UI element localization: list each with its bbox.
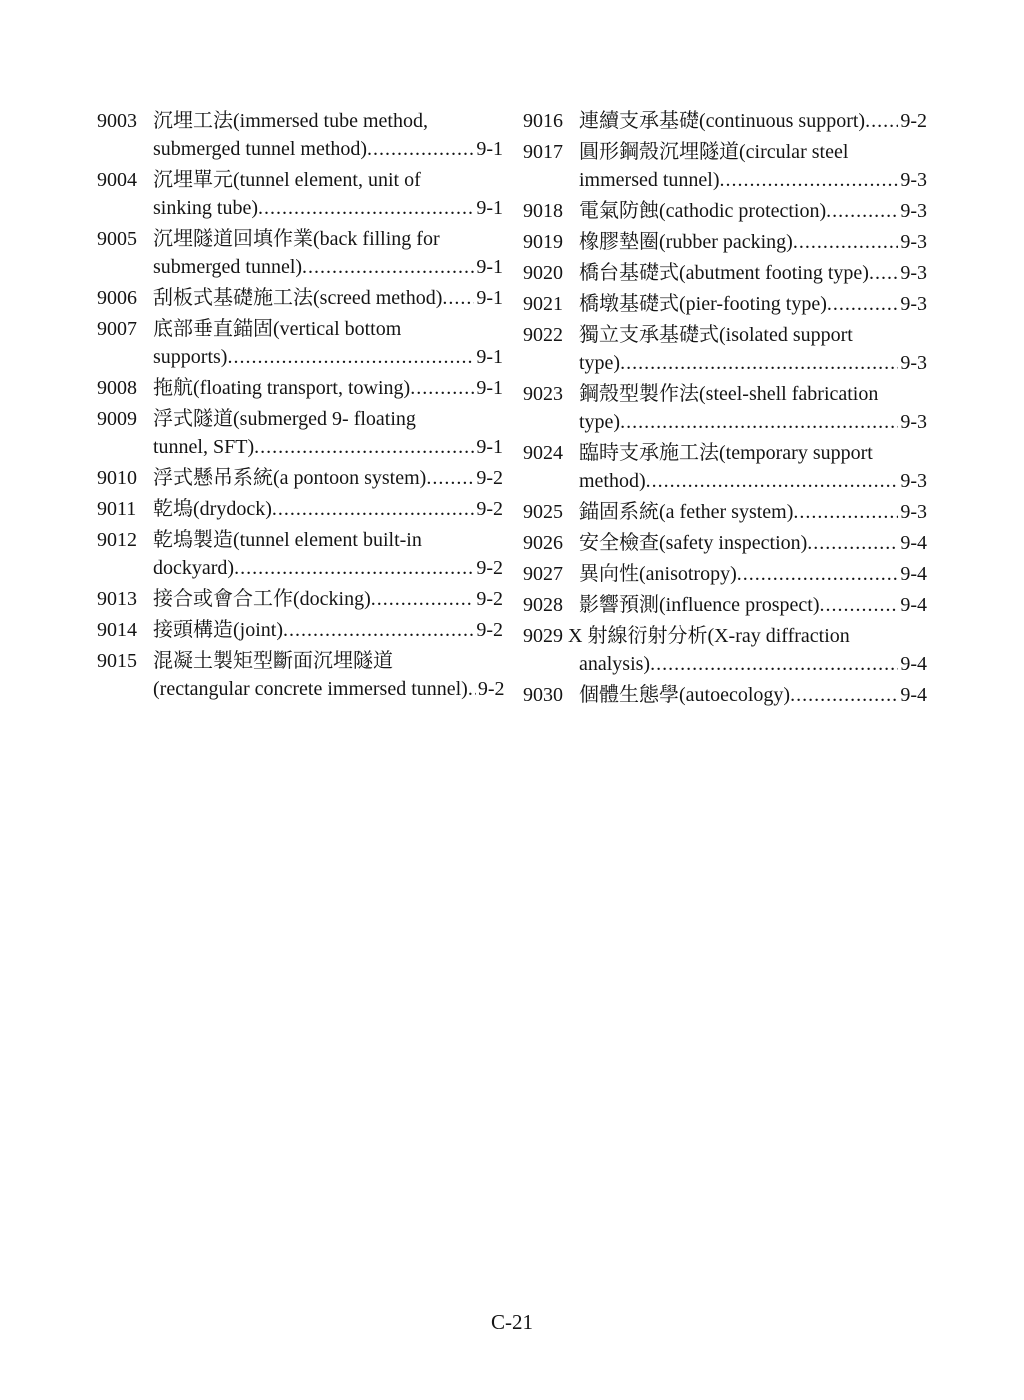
entry-page-ref: 9-2 [476, 619, 503, 641]
index-entry [523, 228, 927, 256]
index-entry [523, 560, 927, 588]
dot-leader [283, 616, 474, 644]
entry-number: 9026 [523, 532, 563, 554]
entry-term-text: 橋墩基礎式(pier-footing type) [579, 293, 827, 315]
dot-leader [302, 253, 474, 281]
entry-number: 9018 [523, 200, 563, 222]
index-entry [97, 166, 503, 222]
index-entry [523, 380, 927, 436]
index-entry [97, 495, 503, 523]
index-entry [97, 405, 503, 461]
entry-number: 9009 [97, 408, 137, 430]
entry-body [579, 681, 927, 709]
dot-leader [234, 554, 474, 582]
dot-leader [426, 464, 474, 492]
entry-term-text: 拖航(floating transport, towing) [153, 377, 411, 399]
index-entry [523, 290, 927, 318]
index-entry [97, 647, 503, 703]
entry-term-text: analysis) [579, 653, 651, 675]
entry-number: 9008 [97, 377, 137, 399]
index-entry [97, 315, 503, 371]
entry-body [579, 228, 927, 256]
entry-text-line [153, 554, 503, 582]
entry-term-text: supports) [153, 346, 228, 368]
entry-page-ref: 9-1 [476, 346, 503, 368]
entry-page-ref: 9-1 [476, 287, 503, 309]
entry-page-ref: 9-1 [476, 138, 503, 160]
index-entry [97, 464, 503, 492]
entry-text-line [579, 259, 927, 287]
entry-body [153, 284, 503, 312]
entry-number: 9003 [97, 110, 137, 132]
entry-text-line [579, 408, 927, 436]
entry-text-line: 沉埋隧道回填作業(back filling for [153, 228, 440, 250]
index-entry [523, 321, 927, 377]
entry-number: 9019 [523, 231, 563, 253]
entry-term-text: submerged tunnel) [153, 256, 303, 278]
entry-number: 9011 [97, 498, 137, 520]
entry-text-line: 浮式隧道(submerged 9- floating [153, 408, 416, 430]
entry-text-line: 鋼殼型製作法(steel-shell fabrication [579, 383, 879, 405]
entry-number: 9006 [97, 287, 137, 309]
entry-body [579, 197, 927, 225]
entry-page-ref: 9-2 [477, 678, 505, 700]
entry-body [579, 380, 927, 436]
entry-term-text: 接合或會合工作(docking) [153, 588, 371, 610]
entry-text-line [579, 681, 927, 709]
index-entry [97, 526, 503, 582]
entry-page-ref: 9-3 [900, 262, 927, 284]
dot-leader [254, 433, 474, 461]
entry-body [568, 622, 927, 678]
entry-text-line [153, 495, 503, 523]
entry-text-line [579, 498, 927, 526]
entry-text-line [579, 166, 927, 194]
entry-term-text: (rectangular concrete immersed tunnel) [153, 678, 468, 700]
entry-text-line [153, 343, 503, 371]
dot-leader [227, 343, 474, 371]
entry-page-ref: 9-3 [900, 231, 927, 253]
index-column-left [97, 107, 503, 706]
dot-leader [272, 495, 474, 523]
entry-text-line [579, 107, 927, 135]
entry-number: 9016 [523, 110, 563, 132]
entry-number: 9027 [523, 563, 563, 585]
entry-number: 9024 [523, 442, 563, 464]
entry-text-line [579, 290, 927, 318]
entry-number: 9004 [97, 169, 137, 191]
entry-text-line [153, 374, 503, 402]
index-entry [523, 529, 927, 557]
entry-body [579, 560, 927, 588]
dot-leader [827, 290, 898, 318]
entry-body [579, 529, 927, 557]
entry-page-ref: 9-1 [476, 377, 503, 399]
entry-term-text: immersed tunnel) [579, 169, 720, 191]
index-entry [523, 259, 927, 287]
entry-text-line [153, 135, 503, 163]
entry-page-ref: 9-3 [900, 501, 927, 523]
entry-term-text: 乾塢(drydock) [153, 498, 272, 520]
entry-page-ref: 9-2 [476, 467, 503, 489]
entry-text-line: 沉埋工法(immersed tube method, [153, 110, 428, 132]
entry-body [153, 374, 503, 402]
dot-leader [807, 529, 898, 557]
entry-text-line: X 射線衍射分析(X-ray diffraction [568, 625, 850, 647]
entry-term-text: 安全檢查(safety inspection) [579, 532, 808, 554]
entry-text-line [153, 194, 503, 222]
entry-page-ref: 9-4 [900, 653, 927, 675]
dot-leader [819, 591, 898, 619]
entry-term-text: 異向性(anisotropy) [579, 563, 737, 585]
entry-number: 9014 [97, 619, 137, 641]
entry-page-ref: 9-3 [900, 411, 927, 433]
entry-page-ref: 9-4 [900, 594, 927, 616]
entry-page-ref: 9-3 [900, 352, 927, 374]
dot-leader [646, 467, 899, 495]
entry-body [153, 616, 503, 644]
entry-text-line [153, 675, 503, 703]
entry-body [153, 315, 503, 371]
entry-text-line [579, 197, 927, 225]
entry-text-line [153, 433, 503, 461]
dot-leader [442, 284, 474, 312]
entry-text-line: 乾塢製造(tunnel element built-in [153, 529, 422, 551]
entry-number: 9020 [523, 262, 563, 284]
entry-text-line [579, 467, 927, 495]
entry-number: 9007 [97, 318, 137, 340]
index-entry [523, 107, 927, 135]
dot-leader [737, 560, 899, 588]
entry-text-line [579, 650, 927, 678]
dot-leader [371, 585, 475, 613]
entry-term-text: method) [579, 470, 646, 492]
entry-text-line [153, 616, 503, 644]
index-entry [97, 374, 503, 402]
entry-term-text: sinking tube) [153, 197, 258, 219]
entry-body [153, 464, 503, 492]
entry-body [579, 138, 927, 194]
index-entry [97, 585, 503, 613]
index-column-right [523, 107, 927, 712]
entry-text-line [579, 560, 927, 588]
dot-leader [720, 166, 899, 194]
entry-body [153, 405, 503, 461]
index-entry [523, 622, 927, 678]
entry-body [579, 498, 927, 526]
entry-term-text: 橡膠墊圈(rubber packing) [579, 231, 793, 253]
entry-body [153, 107, 503, 163]
index-entry [97, 225, 503, 281]
entry-term-text: dockyard) [153, 557, 235, 579]
entry-text-line: 獨立支承基礎式(isolated support [579, 324, 853, 346]
entry-text-line: 混凝土製矩型斷面沉埋隧道 [153, 650, 393, 672]
entry-term-text: 接頭構造(joint) [153, 619, 283, 641]
dot-leader [620, 349, 898, 377]
entry-text-line [153, 585, 503, 613]
entry-text-line: 底部垂直錨固(vertical bottom [153, 318, 402, 340]
entry-number: 9015 [97, 650, 137, 672]
index-entry [97, 284, 503, 312]
entry-number: 9023 [523, 383, 563, 405]
entry-text-line [579, 529, 927, 557]
entry-term-text: submerged tunnel method) [153, 138, 368, 160]
entry-number: 9021 [523, 293, 563, 315]
entry-term-text: tunnel, SFT) [153, 436, 255, 458]
entry-term-text: 刮板式基礎施工法(screed method) [153, 287, 443, 309]
entry-text-line [579, 591, 927, 619]
entry-number: 9017 [523, 141, 563, 163]
index-entry [523, 681, 927, 709]
dot-leader [410, 374, 474, 402]
entry-text-line [153, 253, 503, 281]
dot-leader [367, 135, 474, 163]
entry-page-ref: 9-2 [476, 498, 503, 520]
entry-body [579, 439, 927, 495]
dot-leader [869, 259, 898, 287]
entry-body [153, 166, 503, 222]
entry-body [153, 647, 503, 703]
entry-page-ref: 9-3 [900, 293, 927, 315]
entry-text-line [579, 349, 927, 377]
entry-text-line [579, 228, 927, 256]
entry-body [579, 321, 927, 377]
entry-number: 9013 [97, 588, 137, 610]
index-entry [523, 591, 927, 619]
entry-number: 9025 [523, 501, 563, 523]
entry-page-ref: 9-4 [900, 684, 927, 706]
entry-body [579, 259, 927, 287]
entry-number: 9022 [523, 324, 563, 346]
entry-term-text: 個體生態學(autoecology) [579, 684, 791, 706]
entry-page-ref: 9-3 [900, 200, 927, 222]
entry-term-text: 連續支承基礎(continuous support) [579, 110, 866, 132]
entry-page-ref: 9-2 [476, 557, 503, 579]
entry-number: 9005 [97, 228, 137, 250]
entry-term-text: 錨固系統(a fether system) [579, 501, 794, 523]
dot-leader [468, 675, 476, 703]
dot-leader [620, 408, 898, 436]
entry-text-line [153, 464, 503, 492]
entry-page-ref: 9-4 [900, 532, 927, 554]
entry-term-text: type) [579, 352, 621, 374]
entry-page-ref: 9-2 [900, 110, 927, 132]
entry-number: 9029 [523, 625, 563, 647]
entry-term-text: 浮式懸吊系統(a pontoon system) [153, 467, 427, 489]
entry-text-line [153, 284, 503, 312]
dot-leader [793, 498, 898, 526]
entry-number: 9010 [97, 467, 137, 489]
entry-text-line: 圓形鋼殼沉埋隧道(circular steel [579, 141, 849, 163]
entry-page-ref: 9-1 [476, 197, 503, 219]
index-entry [97, 107, 503, 163]
entry-page-ref: 9-3 [900, 470, 927, 492]
dot-leader [790, 681, 898, 709]
entry-text-line: 臨時支承施工法(temporary support [579, 442, 873, 464]
index-entry [523, 498, 927, 526]
index-entry [523, 197, 927, 225]
entry-body [153, 225, 503, 281]
dot-leader [650, 650, 898, 678]
page-footer-number: C-21 [491, 1310, 533, 1334]
entry-term-text: 電氣防蝕(cathodic protection) [579, 200, 827, 222]
entry-body [153, 526, 503, 582]
index-entry [97, 616, 503, 644]
dot-leader [258, 194, 474, 222]
entry-page-ref: 9-4 [900, 563, 927, 585]
entry-body [579, 290, 927, 318]
entry-number: 9028 [523, 594, 563, 616]
dot-leader [826, 197, 898, 225]
entry-text-line: 沉埋單元(tunnel element, unit of [153, 169, 421, 191]
index-entry [523, 439, 927, 495]
entry-page-ref: 9-1 [476, 436, 503, 458]
entry-body [579, 107, 927, 135]
entry-page-ref: 9-2 [476, 588, 503, 610]
dot-leader [793, 228, 899, 256]
dot-leader [865, 107, 898, 135]
entry-term-text: 影響預測(influence prospect) [579, 594, 820, 616]
entry-term-text: type) [579, 411, 621, 433]
entry-body [153, 585, 503, 613]
entry-page-ref: 9-1 [476, 256, 503, 278]
entry-number: 9012 [97, 529, 137, 551]
entry-term-text: 橋台基礎式(abutment footing type) [579, 262, 869, 284]
entry-body [579, 591, 927, 619]
entry-body [153, 495, 503, 523]
entry-number: 9030 [523, 684, 563, 706]
entry-page-ref: 9-3 [900, 169, 927, 191]
index-entry [523, 138, 927, 194]
index-columns [97, 107, 927, 712]
